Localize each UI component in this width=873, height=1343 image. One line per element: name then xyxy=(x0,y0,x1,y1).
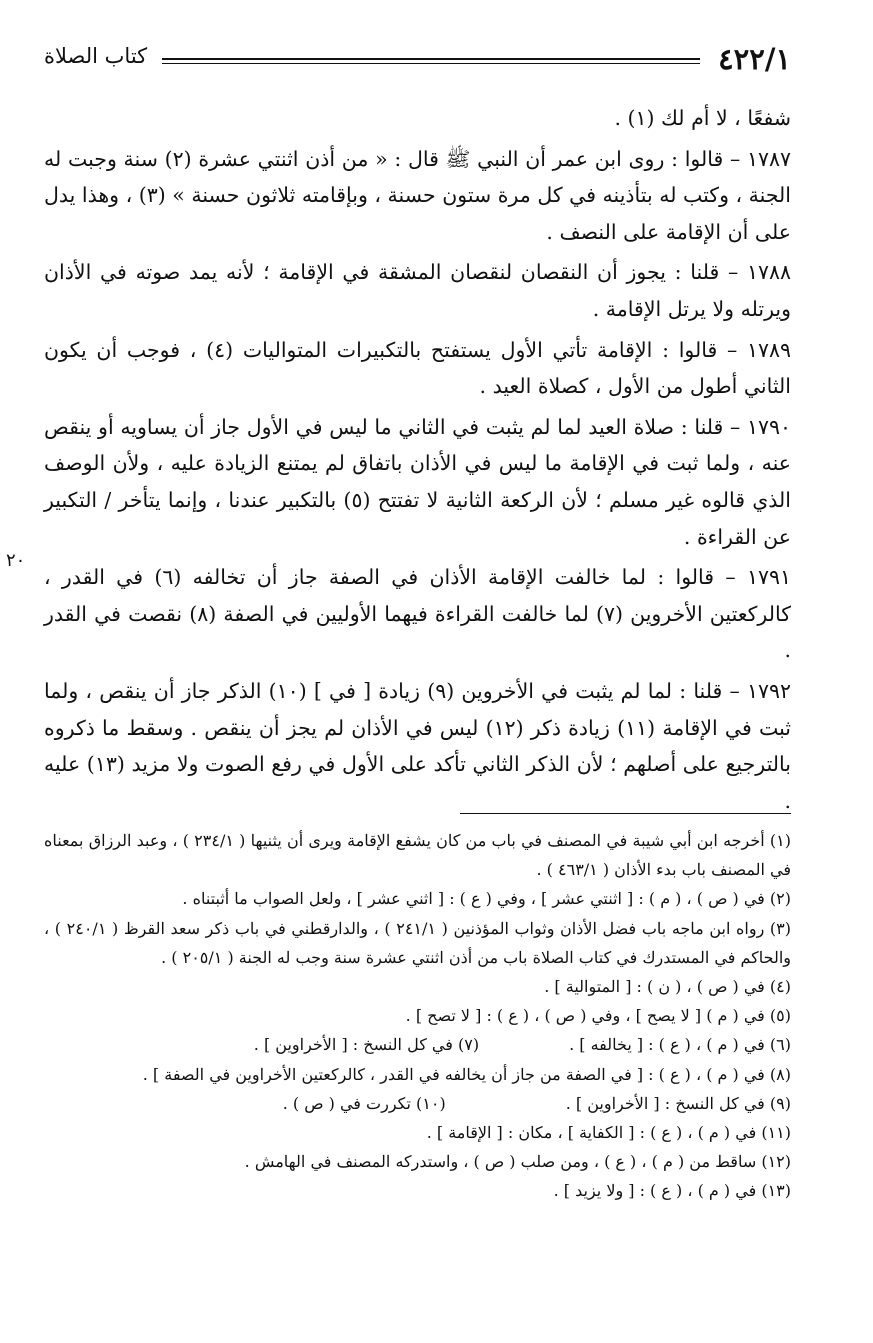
footnote-12: (١٢) ساقط من ( م ) ، ( ع ) ، ومن صلب ( ص ) ، واستدركه المصنف في الهامش . xyxy=(244,1152,791,1172)
header-rule-thin xyxy=(162,63,700,64)
paragraph-1792: ١٧٩٢ – قلنا : لما لم يثبت في الأخروين (٩) زيادة [ في ] (١٠) الذكر جاز أن ينقص ، ولما ثبت في الإقامة (١١) زيادة ذكر (١٢) ليس في الأذان لم يجز أن ينقص . وسقط ما ذكروه بالترجيع على أصلهم ؛ لأن الذكر الثاني تأكد على الأول في رفع الصوت ولا مزيد (١٣) عليه . xyxy=(44,678,792,813)
paragraph-1789: ١٧٨٩ – قالوا : الإقامة تأتي الأول يستفتح بالتكبيرات المتواليات (٤) ، فوجب أن يكون الثاني أطول من الأول ، كصلاة العيد . xyxy=(44,337,791,399)
main-text xyxy=(44,100,791,823)
header-rule xyxy=(162,58,700,60)
paragraph-1788: ١٧٨٨ – قلنا : يجوز أن النقصان لنقصان المشقة في الإقامة ؛ لأنه يمد صوته في الأذان ويرتله ولا يرتل الإقامة . xyxy=(44,260,791,321)
footnote-9: (٩) في كل النسخ : [ الأخراوين ] . xyxy=(565,1093,791,1113)
page-header xyxy=(0,38,873,78)
footnote-4: (٤) في ( ص ) ، ( ن ) : [ المتوالية ] . xyxy=(544,977,791,997)
footnotes xyxy=(44,826,791,1206)
footnote-13: (١٣) في ( م ) ، ( ع ) : [ ولا يزيد ] . xyxy=(553,1181,791,1201)
footnote-3: (٣) رواه ابن ماجه باب فضل الأذان وثواب المؤذنين ( ٢٤١/١ ) ، والدارقطني في باب ذكر سعد القرظ ( ٢٤٠/١ ) ، والحاكم في المستدرك في كتاب الصلاة باب من أذن اثنتي عشرة سنة وجب له الجنة ( ٢٠٥/١ ) . xyxy=(44,918,792,967)
footnote-2: (٢) في ( ص ) ، ( م ) : [ اثنتي عشر ] ، وفي ( ع ) : [ اثني عشر ] ، ولعل الصواب ما أثبتناه . xyxy=(182,889,791,909)
book-title: كتاب الصلاة xyxy=(44,44,148,68)
footnote-row-6-7 xyxy=(44,1030,791,1059)
paragraph-continuation: شفعًا ، لا أم لك (١) . xyxy=(614,106,791,130)
footnote-7: (٧) في كل النسخ : [ الأخراوين ] . xyxy=(253,1035,480,1055)
paragraph-1791: ١٧٩١ – قالوا : لما خالفت الإقامة الأذان في الصفة جاز أن تخالفه (٦) في القدر ، كالركعتين الأخروين (٧) لما خالفت القراءة فيهما الأوليين في الصفة (٨) نقصت في القدر . xyxy=(44,565,791,663)
footnote-5: (٥) في ( م ) [ لا يصح ] ، وفي ( ص ) ، ( ع ) : [ لا تصح ] . xyxy=(405,1006,791,1026)
paragraph-1787: ١٧٨٧ – قالوا : روى ابن عمر أن النبي ﷺ قال : « من أذن اثنتي عشرة (٢) سنة وجبت له الجنة ، وكتب له بتأذينه في كل مرة ستون حسنة ، وبإقامته ثلاثون حسنة » (٣) ، وهذا يدل على أن الإقامة على النصف . xyxy=(44,146,791,244)
margin-page-marker: ٢٠ xyxy=(6,550,26,571)
footnote-10: (١٠) تكررت في ( ص ) . xyxy=(282,1093,446,1113)
paragraph-1790: ١٧٩٠ – قلنا : صلاة العيد لما لم يثبت في الثاني ما ليس في الأول جاز أن يساويه أو ينقص عنه ، ولما ثبت في الإقامة ما ليس في الأذان باتفاق لم يمتنع الزيادة عليه ، ولأن الوصف الذي قالوه غير مسلم ؛ لأن الركعة الثانية لا تفتتح (٥) بالتكبير عندنا ، وإنما يتأخر / التكبير عن القراءة . xyxy=(44,414,792,549)
footnote-11: (١١) في ( م ) ، ( ع ) : [ الكفاية ] ، مكان : [ الإقامة ] . xyxy=(426,1123,791,1143)
footnote-row-9-10 xyxy=(44,1089,791,1118)
page-number: ٤٢٢/١ xyxy=(718,42,791,76)
footnote-separator xyxy=(460,813,791,814)
footnote-6: (٦) في ( م ) ، ( ع ) : [ يخالفه ] . xyxy=(569,1035,791,1055)
footnote-1: (١) أخرجه ابن أبي شيبة في المصنف في باب من كان يشفع الإقامة ويرى أن يثنيها ( ٢٣٤/١ ) ، وعبد الرزاق بمعناه في المصنف باب بدء الأذان ( ٤٦٣/١ ) . xyxy=(44,831,791,880)
footnote-8: (٨) في ( م ) ، ( ع ) : [ في الصفة من جاز أن يخالفه في القدر ، كالركعتين الأخراوين في الصفة ] . xyxy=(142,1064,791,1084)
